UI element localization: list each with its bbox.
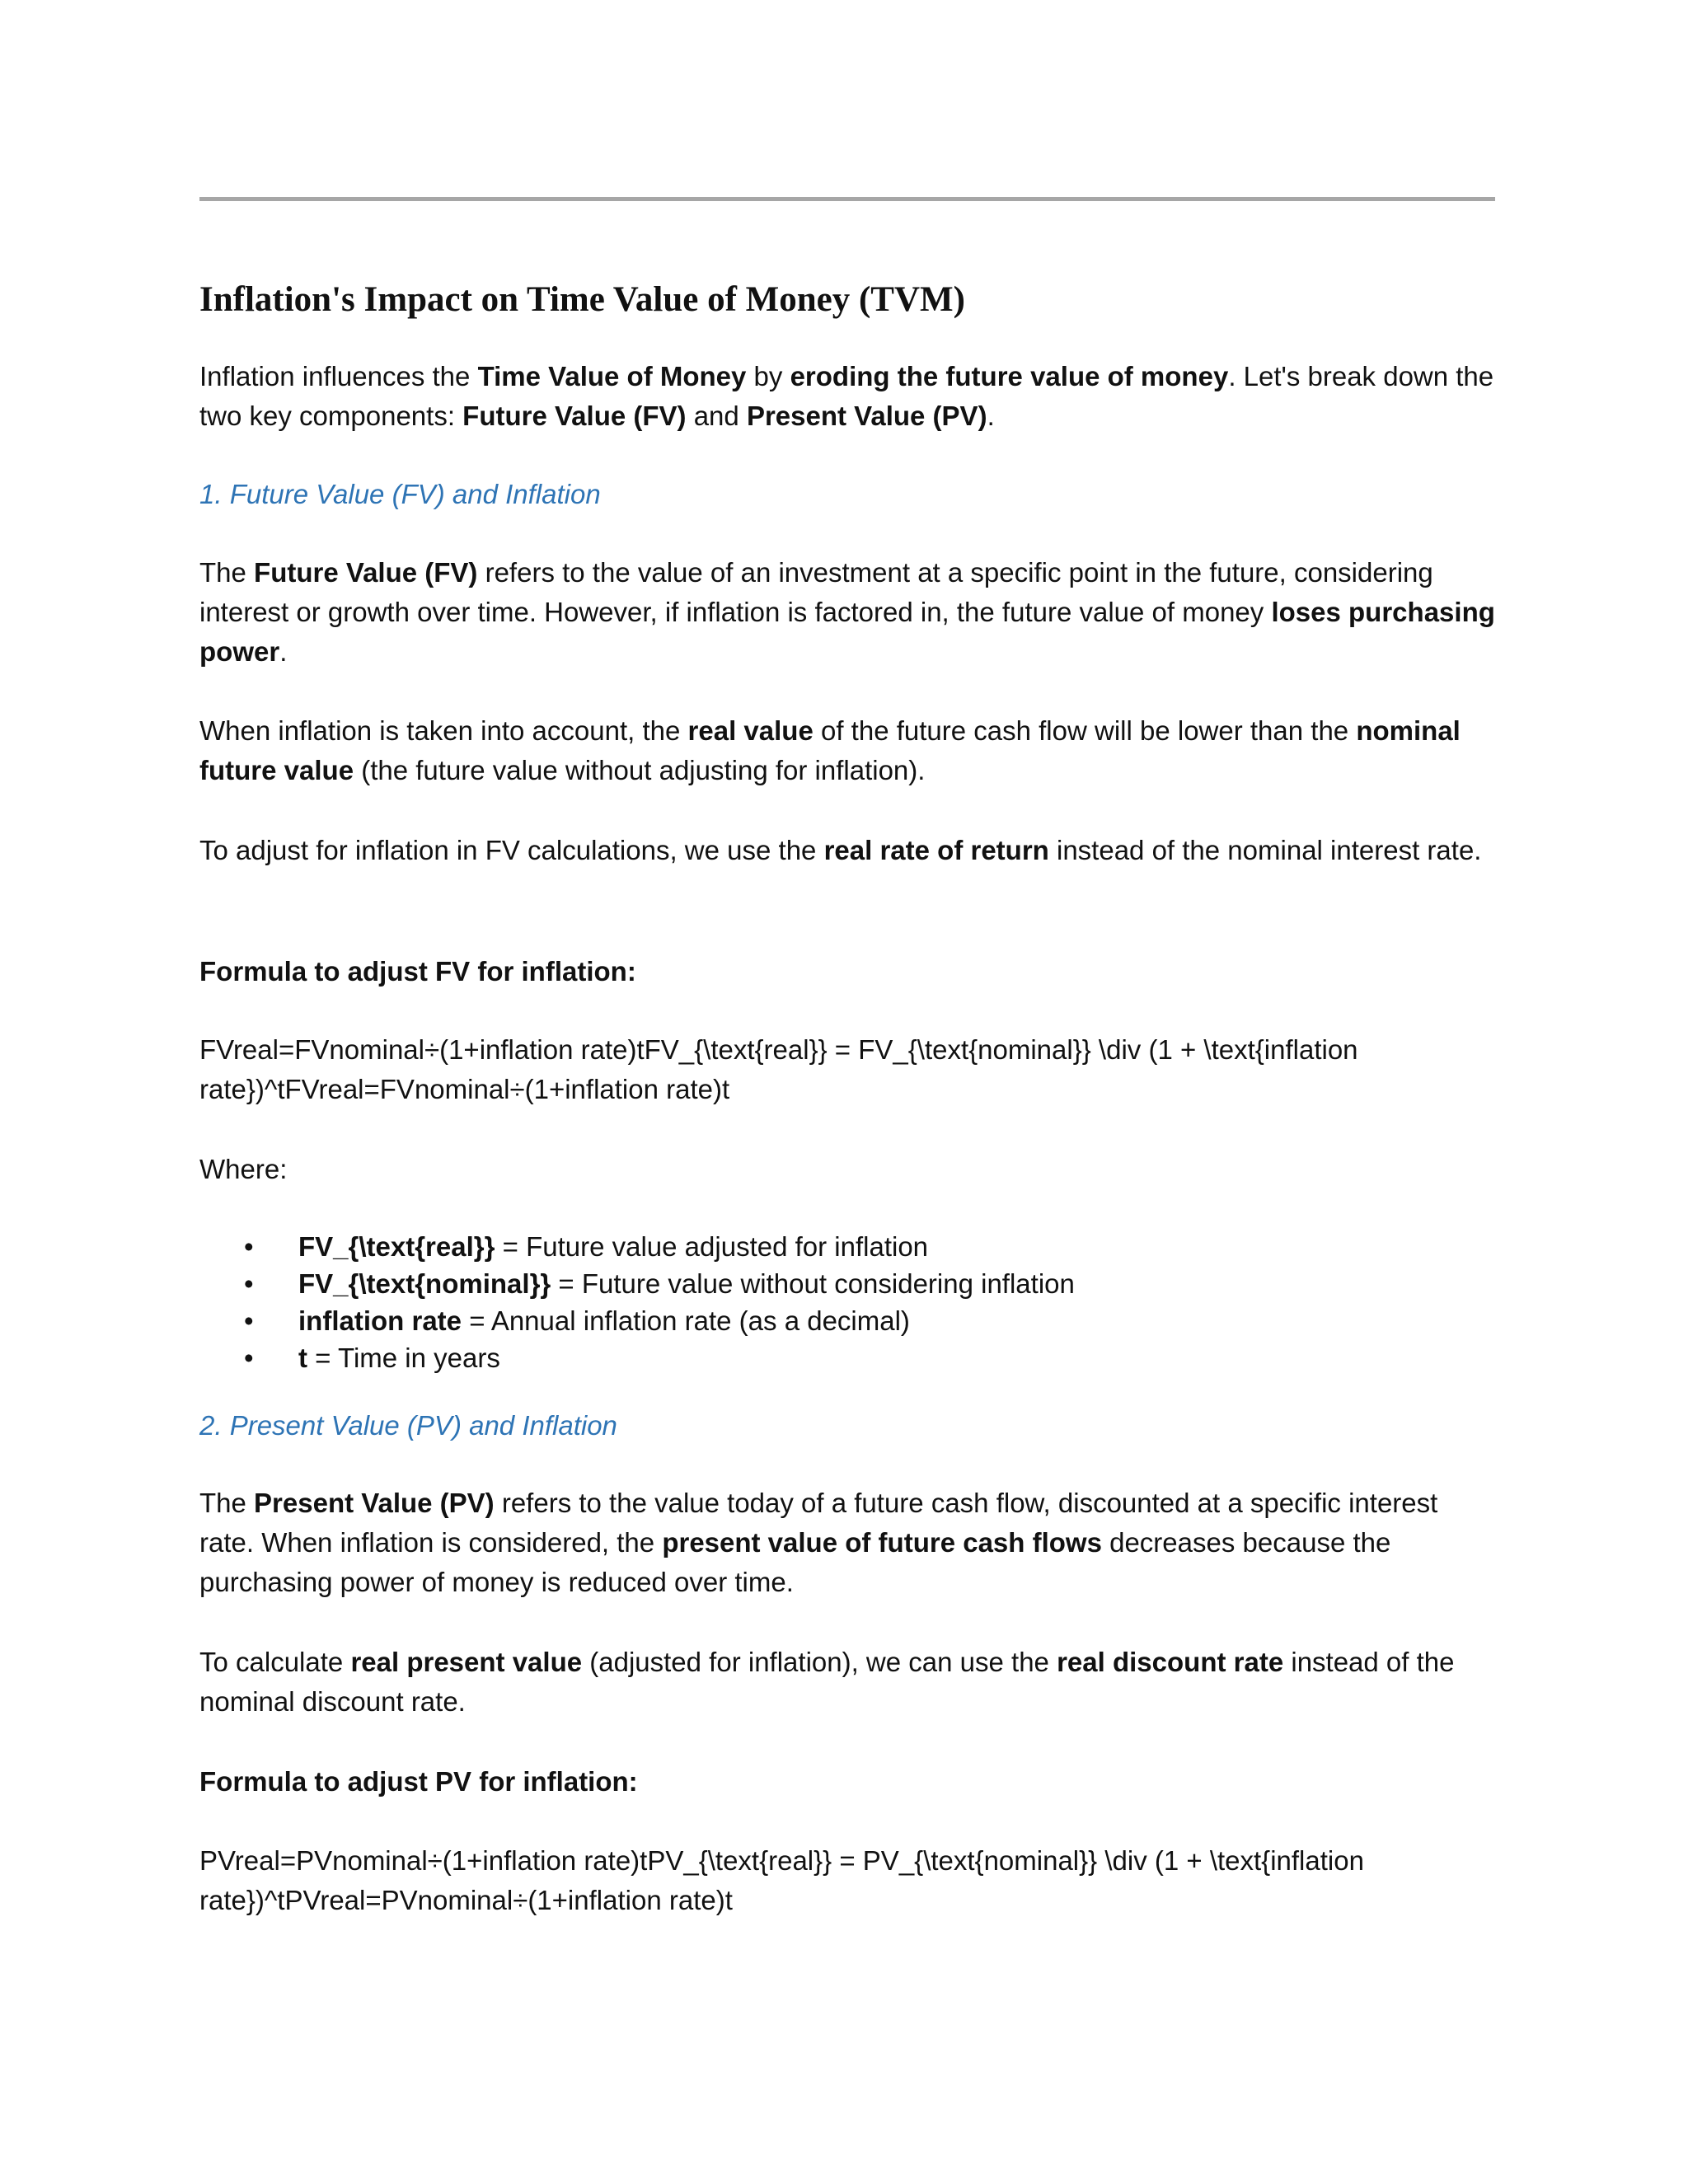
section1-paragraph-3 [199, 831, 1495, 870]
section2-heading: 2. Present Value (PV) and Inflation [199, 1410, 617, 1441]
fv-formula-line-2: rate})^tFVreal=FVnominal÷(1+inflation rate)t [199, 1074, 730, 1104]
paragraph-text: refers to the value today of a future cash flow, discounted at a specific interest rate. When inflation is considered, the [199, 1488, 1438, 1558]
paragraph-bold: real value [687, 715, 814, 746]
paragraph-bold: Present Value (PV) [254, 1488, 495, 1518]
list-item [199, 1265, 1075, 1302]
list-item [199, 1228, 1075, 1265]
paragraph-bold: present value of future cash flows [662, 1527, 1102, 1558]
bullet-icon: • [244, 1305, 254, 1336]
fv-formula-label [199, 952, 1495, 991]
bullet-icon: • [244, 1231, 254, 1262]
paragraph-text: . [279, 636, 288, 667]
fv-formula-line-1: FVreal=FVnominal÷(1+inflation rate)tFV_{\text{real}} = FV_{\text{nominal}} \div (1 + \text{inflation [199, 1034, 1358, 1065]
paragraph-bold: real present value [350, 1647, 583, 1677]
bullet-icon: • [244, 1343, 254, 1373]
section1-paragraph-1 [199, 553, 1495, 672]
formula-label-text: Formula to adjust FV for inflation: [199, 956, 636, 987]
list-desc: = Future value adjusted for inflation [495, 1231, 929, 1262]
paragraph-text: decreases because the purchasing power of money is reduced over time. [199, 1527, 1391, 1597]
intro-text: . Let's break down the two key components: [199, 361, 1494, 431]
intro-text: Inflation influences the [199, 361, 478, 391]
paragraph-bold: real discount rate [1057, 1647, 1284, 1677]
section2-paragraph-1 [199, 1483, 1495, 1602]
bullet-icon: • [244, 1268, 254, 1299]
paragraph-text: refers to the value of an investment at a specific point in the future, considering interest or growth over time. However, if inflation is factored in, the future value of money [199, 557, 1433, 627]
intro-paragraph [199, 357, 1495, 436]
paragraph-bold: loses purchasing power [199, 597, 1495, 667]
list-item [199, 1302, 1075, 1339]
list-desc: = Time in years [307, 1343, 500, 1373]
intro-bold: Present Value (PV) [746, 401, 987, 431]
intro-text: . [987, 401, 995, 431]
paragraph-text: (adjusted for inflation), we can use the [582, 1647, 1057, 1677]
document-title: Inflation's Impact on Time Value of Money (TVM) [199, 280, 965, 319]
paragraph-text: instead of the nominal interest rate. [1048, 835, 1482, 865]
list-term: t [298, 1343, 307, 1373]
paragraph-text: To adjust for inflation in FV calculations, we use the [199, 835, 824, 865]
list-desc: = Annual inflation rate (as a decimal) [462, 1305, 910, 1336]
where-label: Where: [199, 1154, 288, 1184]
intro-bold: eroding the future value of money [790, 361, 1229, 391]
definitions-list [199, 1228, 1075, 1376]
paragraph-bold: real rate of return [823, 835, 1049, 865]
section1-paragraph-2 [199, 711, 1495, 790]
formula-label-text: Formula to adjust PV for inflation: [199, 1766, 638, 1797]
paragraph-text: instead of the nominal discount rate. [199, 1647, 1455, 1717]
list-desc: = Future value without considering inflation [551, 1268, 1075, 1299]
paragraph-text: The [199, 557, 255, 588]
paragraph-text: To calculate [199, 1647, 351, 1677]
pv-formula-label [199, 1762, 1495, 1802]
list-term: FV_{\text{real}} [298, 1231, 495, 1262]
list-item [199, 1339, 1075, 1376]
section1-heading: 1. Future Value (FV) and Inflation [199, 479, 601, 509]
paragraph-bold: Future Value (FV) [254, 557, 478, 588]
pv-formula-line-2: rate})^tPVreal=PVnominal÷(1+inflation rate)t [199, 1885, 733, 1915]
intro-text: and [686, 401, 747, 431]
list-term: inflation rate [298, 1305, 462, 1336]
paragraph-text: of the future cash flow will be lower than the [813, 715, 1357, 746]
horizontal-rule [199, 197, 1495, 201]
list-term: FV_{\text{nominal}} [298, 1268, 551, 1299]
paragraph-text: The [199, 1488, 255, 1518]
intro-bold: Future Value (FV) [462, 401, 687, 431]
paragraph-text: (the future value without adjusting for inflation). [354, 755, 926, 785]
paragraph-bold: nominal future value [199, 715, 1461, 785]
intro-text: by [746, 361, 790, 391]
paragraph-text: When inflation is taken into account, the [199, 715, 688, 746]
pv-formula-line-1: PVreal=PVnominal÷(1+inflation rate)tPV_{\text{real}} = PV_{\text{nominal}} \div (1 + \text{inflation [199, 1845, 1364, 1876]
intro-bold: Time Value of Money [477, 361, 747, 391]
section2-paragraph-2 [199, 1643, 1495, 1722]
